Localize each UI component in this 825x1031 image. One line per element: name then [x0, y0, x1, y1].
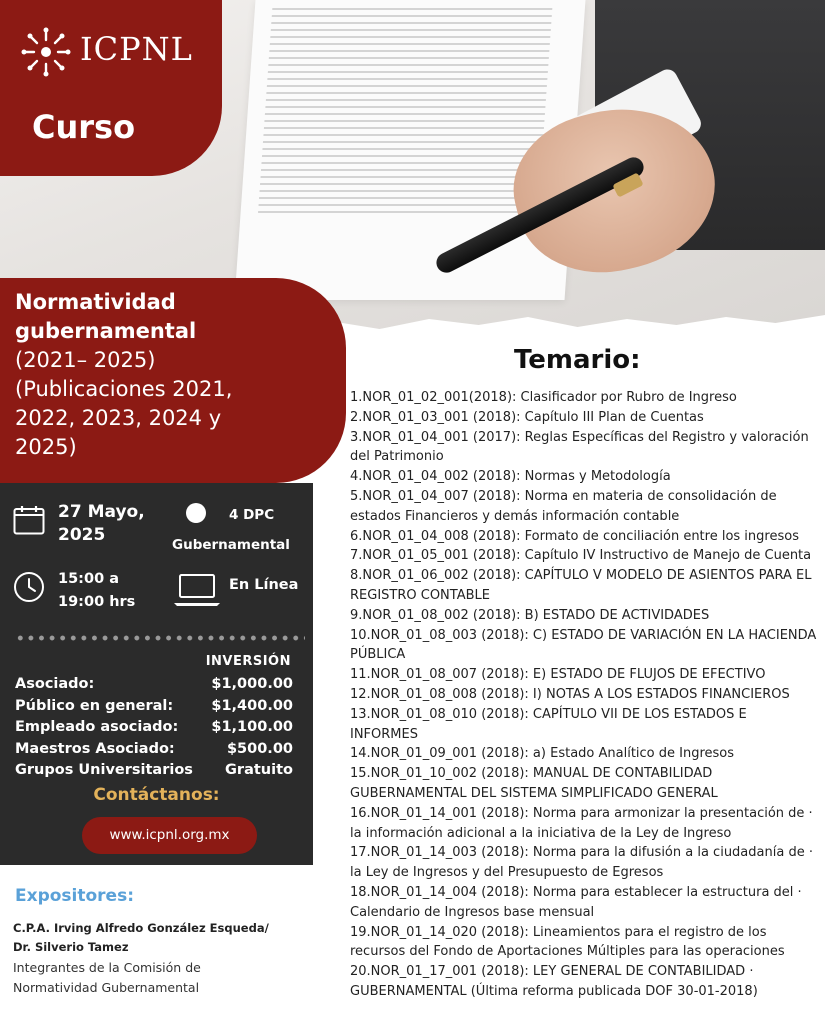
time-line: 15:00 a	[58, 571, 119, 587]
temario-line: INFORMES	[350, 726, 418, 742]
dotted-divider	[15, 635, 305, 641]
sun-logo-icon	[20, 26, 72, 78]
speakers-desc-line: Normatividad Gubernamental	[13, 979, 200, 995]
temario-line: 9.NOR_01_08_002 (2018): B) ESTADO DE ACTIVIDADES	[350, 607, 710, 623]
temario-line: la Ley de Ingresos y del Presupuesto de Egresos	[350, 865, 664, 881]
temario-line: 19.NOR_01_14_020 (2018): Lineamientos para el registro de los	[350, 924, 767, 940]
temario-line: 5.NOR_01_04_007 (2018): Norma en materia de consolidación de	[350, 488, 777, 504]
course-subtitle-line: (Publicaciones 2021,	[15, 377, 233, 401]
temario-line: 2.NOR_01_03_001 (2018): Capítulo III Plan de Cuentas	[350, 409, 704, 425]
price-row	[15, 696, 293, 718]
speakers-desc-line: Integrantes de la Comisión de	[13, 960, 201, 975]
temario-title: Temario:	[514, 345, 641, 375]
price-label: Grupos Universitarios	[15, 762, 193, 778]
price-row	[15, 739, 293, 761]
temario-line: 11.NOR_01_08_007 (2018): E) ESTADO DE FLUJOS DE EFECTIVO	[350, 667, 766, 683]
curso-label: Curso	[32, 108, 136, 146]
date-line: 27 Mayo,	[58, 502, 145, 522]
event-mode: En Línea	[229, 577, 299, 593]
temario-line: 1.NOR_01_02_001(2018): Clasificador por Rubro de Ingreso	[350, 390, 737, 405]
temario-line: la información adicional a la iniciativa de la Ley de Ingreso	[350, 825, 732, 841]
price-label: Público en general:	[15, 697, 174, 714]
brand-block	[0, 0, 222, 176]
price-value: $1,400.00	[211, 697, 293, 714]
temario-line: 6.NOR_01_04_008 (2018): Formato de conciliación entre los ingresos	[350, 528, 799, 544]
temario-line: estados Financieros y demás información contable	[350, 508, 680, 524]
speaker-name: C.P.A. Irving Alfredo González Esqueda/	[13, 921, 269, 935]
price-row	[15, 674, 293, 696]
temario-line: 17.NOR_01_14_003 (2018): Norma para la difusión a la ciudadanía de ·	[350, 845, 813, 861]
event-time	[58, 568, 135, 614]
course-subtitle-line: 2022, 2023, 2024 y	[15, 406, 222, 430]
course-subtitle-line: (2021– 2025)	[15, 348, 156, 372]
temario-line: 14.NOR_01_09_001 (2018): a) Estado Analítico de Ingresos	[350, 746, 735, 762]
temario-line: PÚBLICA	[350, 647, 406, 663]
speakers-title: Expositores:	[15, 886, 135, 906]
temario-line: 20.NOR_01_17_001 (2018): LEY GENERAL DE CONTABILIDAD ·	[350, 964, 754, 980]
document-text-lines	[258, 8, 553, 218]
temario-line: 15.NOR_01_10_002 (2018): MANUAL DE CONTABILIDAD	[350, 766, 713, 782]
dpc-value: 4 DPC	[229, 507, 275, 523]
price-label: Empleado asociado:	[15, 719, 179, 735]
temario-line: 7.NOR_01_05_001 (2018): Capítulo IV Instructivo de Manejo de Cuenta	[350, 548, 812, 564]
time-line: 19:00 hrs	[58, 594, 136, 610]
temario-line: 4.NOR_01_04_002 (2018): Normas y Metodología	[350, 469, 671, 485]
contact-title: Contáctanos:	[93, 785, 220, 805]
temario-line: del Patrimonio	[350, 449, 444, 465]
temario-line: GUBERNAMENTAL (Última reforma publicada DOF 30-01-2018)	[350, 983, 758, 999]
investment-title: INVERSIÓN	[205, 654, 291, 669]
temario-line: GUBERNAMENTAL DEL SISTEMA SIMPLIFICADO GENERAL	[350, 785, 718, 801]
course-title-block	[0, 278, 346, 483]
temario-line: 12.NOR_01_08_008 (2018): I) NOTAS A LOS ESTADOS FINANCIEROS	[350, 686, 790, 702]
temario-line: 10.NOR_01_08_003 (2018): C) ESTADO DE VARIACIÓN EN LA HACIENDA	[350, 627, 817, 643]
price-row	[15, 760, 293, 782]
temario-line: recursos del Fondo de Aportaciones Múltiples para las operaciones	[350, 944, 785, 960]
price-value: $1,100.00	[211, 719, 293, 735]
speaker-names	[13, 919, 269, 957]
price-list	[15, 674, 293, 782]
price-value: $1,000.00	[211, 676, 293, 692]
course-subtitle-line: 2025)	[15, 435, 77, 459]
speaker-name: Dr. Silverio Tamez	[13, 940, 129, 954]
calendar-icon	[13, 505, 45, 535]
date-line: 2025	[58, 525, 106, 545]
price-row	[15, 717, 293, 739]
temario-line: Calendario de Ingresos base mensual	[350, 904, 595, 920]
temario-line: 3.NOR_01_04_001 (2017): Reglas Específicas del Registro y valoración	[350, 429, 809, 445]
dpc-area: Gubernamental	[172, 537, 290, 553]
price-value: Gratuito	[225, 762, 293, 778]
course-title-line: Normatividad	[15, 290, 176, 314]
temario-list	[350, 388, 820, 1002]
brand-name: ICPNL	[80, 30, 193, 68]
temario-line: REGISTRO CONTABLE	[350, 587, 490, 603]
temario-line: 13.NOR_01_08_010 (2018): CAPÍTULO VII DE LOS ESTADOS E	[350, 706, 747, 722]
speakers-description	[13, 958, 201, 997]
temario-line: 16.NOR_01_14_001 (2018): Norma para armonizar la presentación de ·	[350, 805, 813, 821]
laptop-icon	[173, 573, 221, 607]
course-title-line: gubernamental	[15, 319, 197, 343]
website-link-button[interactable]: www.icpnl.org.mx	[82, 817, 257, 854]
info-panel	[0, 483, 313, 865]
price-label: Maestros Asociado:	[15, 740, 175, 757]
clock-icon	[13, 571, 45, 603]
temario-line: 18.NOR_01_14_004 (2018): Norma para establecer la estructura del ·	[350, 884, 802, 900]
price-value: $500.00	[226, 740, 293, 757]
price-label: Asociado:	[15, 676, 95, 692]
temario-line: 8.NOR_01_06_002 (2018): CAPÍTULO V MODELO DE ASIENTOS PARA EL	[350, 568, 812, 584]
event-date	[58, 501, 145, 547]
bullet-dot-icon	[186, 503, 206, 523]
